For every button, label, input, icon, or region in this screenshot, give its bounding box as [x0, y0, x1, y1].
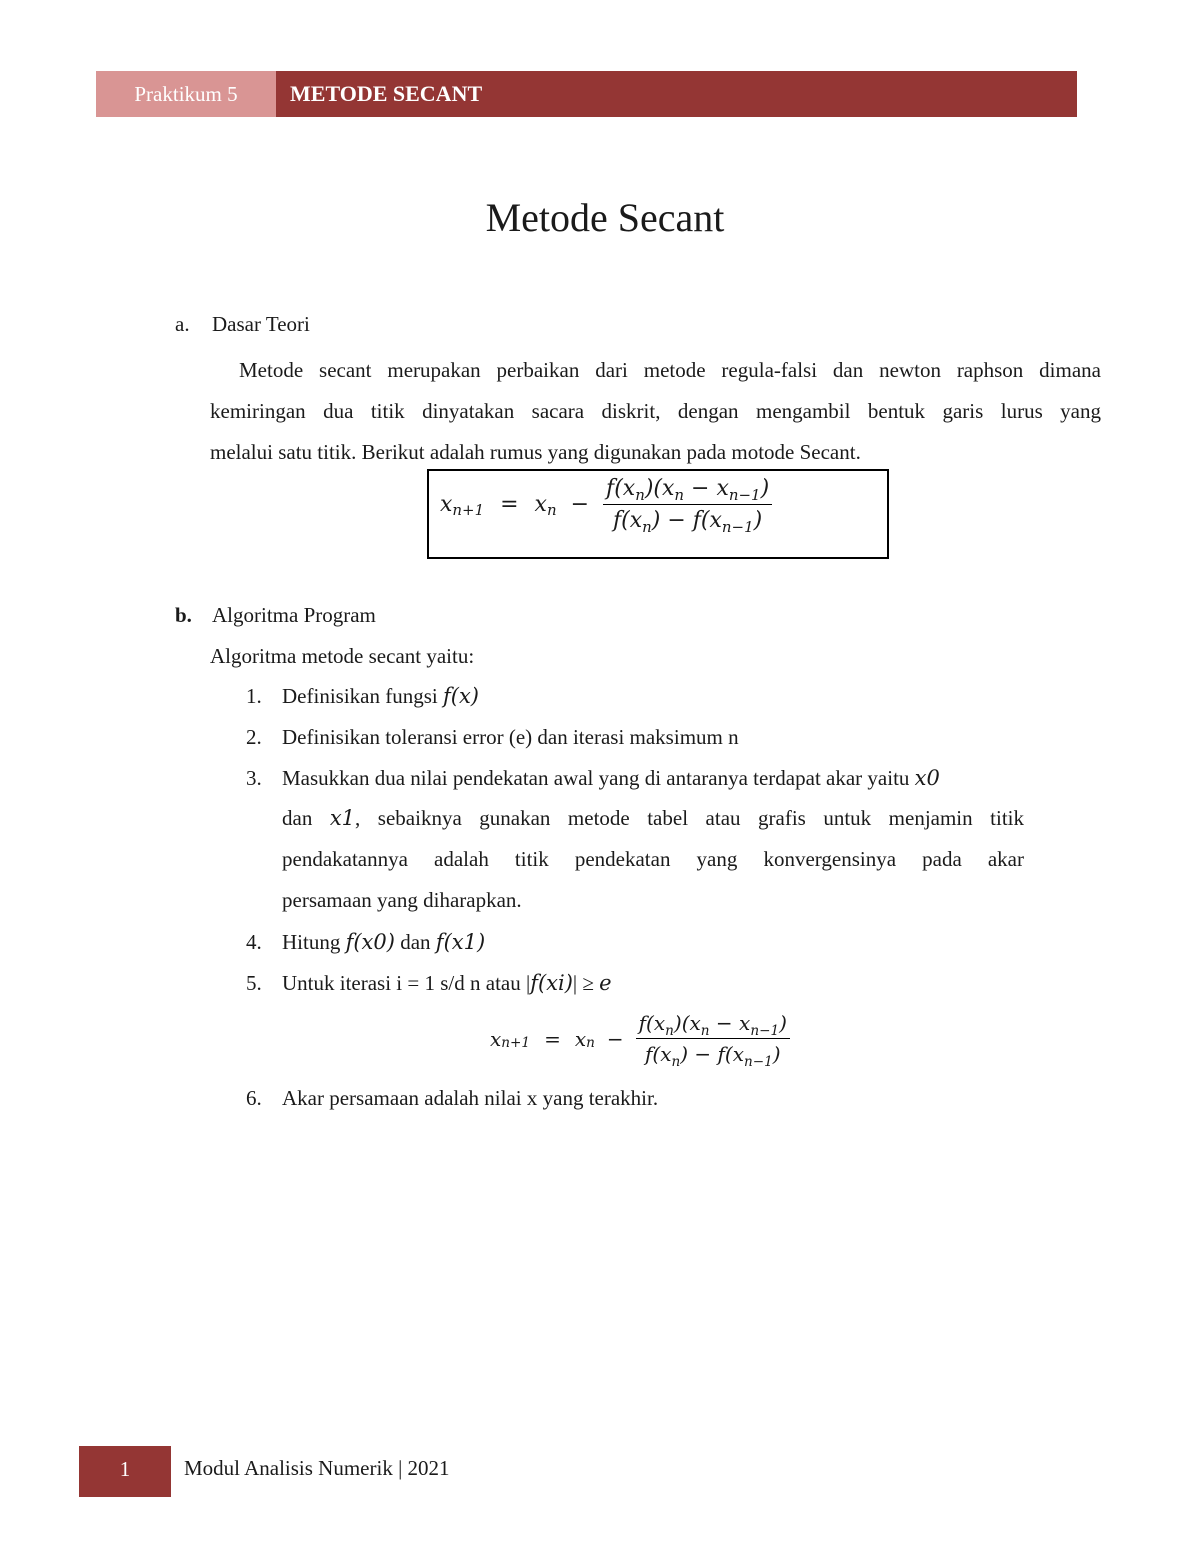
section-b-label: b. [175, 603, 192, 627]
formula-numerator: $f(x_n)(x_n - x_{n-1})$ [636, 1011, 790, 1039]
section-a-title: Dasar Teori [212, 312, 310, 336]
continuation-line: dan x1, sebaiknya gunakan metode tabel atau grafis untuk menjamin titik [282, 806, 1024, 830]
page-title: Metode Secant [485, 195, 725, 240]
header-chapter-title: METODE SECANT [276, 71, 1077, 117]
secant-formula-inline: x n+1 = x n − $\frac{f(x_n)(x_n - x_{n-1})}{f(x_n) - f(x_{n-1})}$ [490, 1011, 790, 1066]
paragraph-line: kemiringan dua titik dinyatakan sacara diskrit, dengan mengambil bentuk garis lurus yang [210, 399, 1101, 423]
paragraph-line: Metode secant merupakan perbaikan dari metode regula-falsi dan newton raphson dimana [239, 358, 1101, 382]
algorithm-intro: Algoritma metode secant yaitu: [210, 644, 475, 668]
formula-numerator: $f(x_n)(x_n - x_{n-1})$ [603, 476, 772, 505]
section-b-title: Algoritma Program [212, 603, 376, 627]
footer-text: Modul Analisis Numerik | 2021 [184, 1456, 450, 1480]
continuation-line: pendakatannya adalah titik pendekatan yang konvergensinya pada akar [282, 847, 1024, 871]
paragraph-line: melalui satu titik. Berikut adalah rumus yang digunakan pada motode Secant. [210, 440, 861, 464]
header-chapter-label: Praktikum 5 [96, 71, 276, 117]
footer-page-number: 1 [79, 1446, 171, 1497]
section-a-paragraph [210, 350, 1101, 473]
secant-formula-boxed: x n+1 = x n − $\frac{f(x_n)(x_n - x_{n-1})}{f(x_n) - f(x_{n-1})}$ [440, 476, 772, 533]
formula-denominator: $f(x_n) - f(x_{n-1})$ [644, 1042, 781, 1070]
formula-denominator: $f(x_n) - f(x_{n-1})$ [613, 508, 763, 537]
list-item-3-continuation [282, 798, 1024, 921]
section-a-label: a. [175, 312, 190, 336]
continuation-line: persamaan yang diharapkan. [282, 888, 522, 912]
